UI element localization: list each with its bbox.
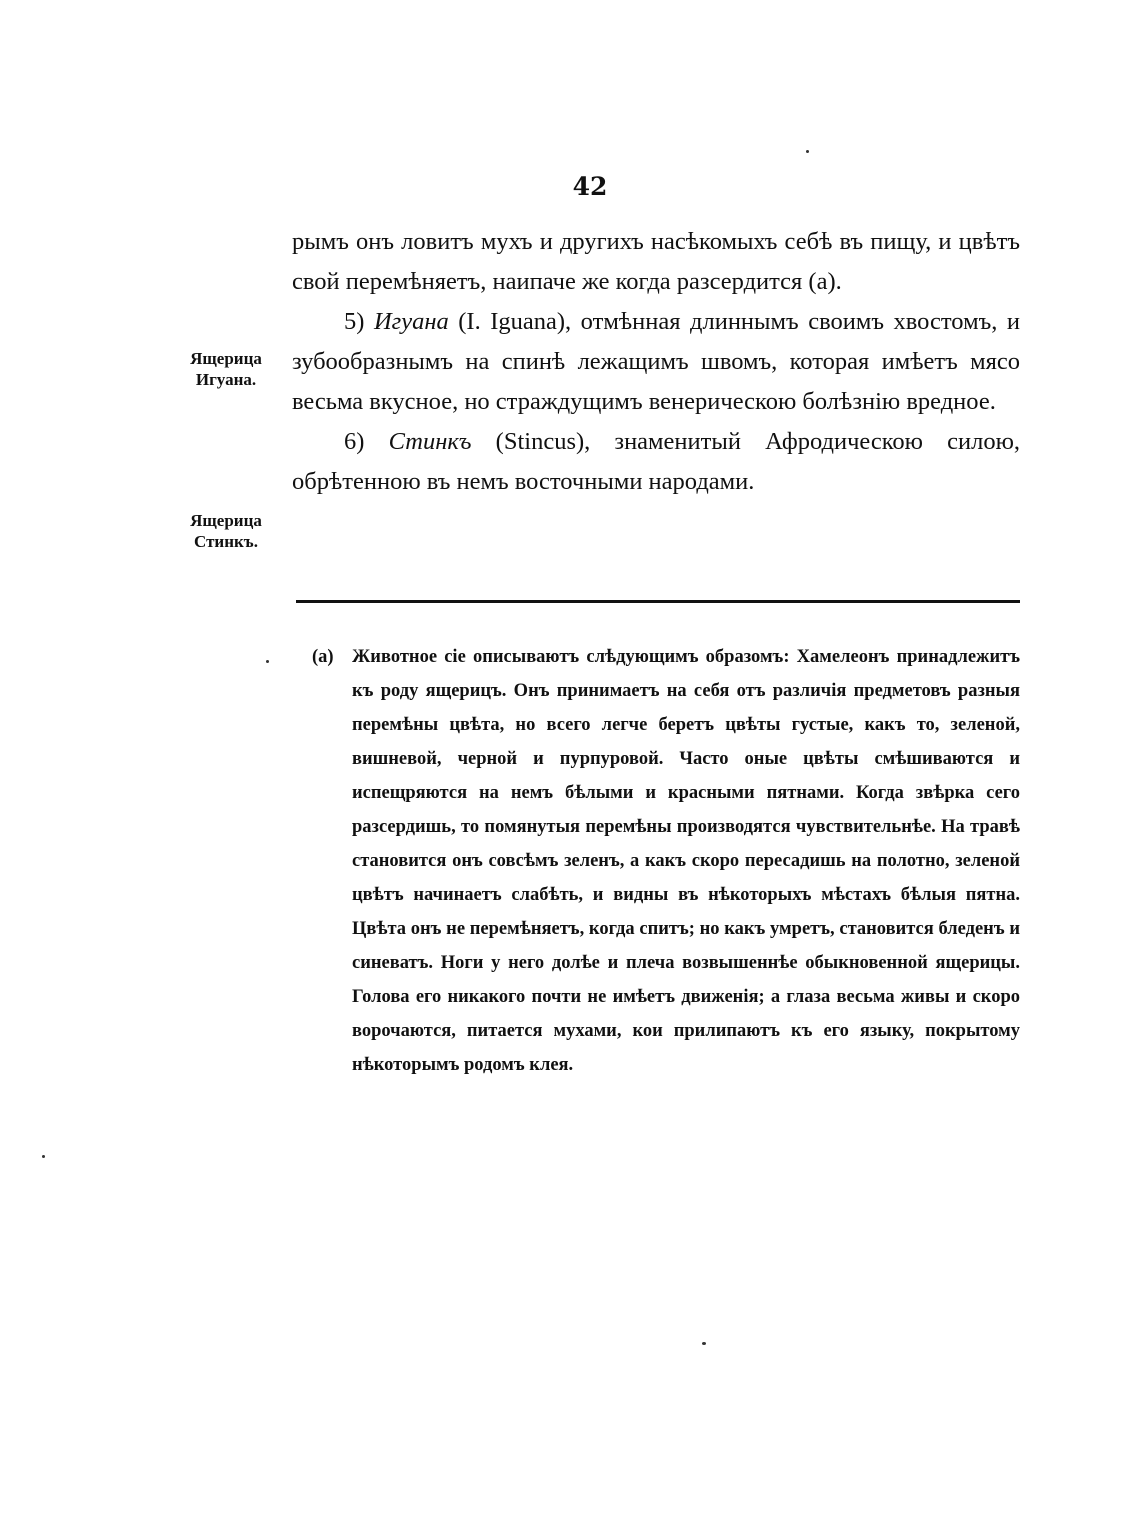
item-number: 5) bbox=[344, 308, 365, 335]
margin-note-stincus bbox=[170, 510, 282, 552]
paragraph-iguana bbox=[292, 302, 1020, 422]
paragraph-stincus bbox=[292, 422, 1020, 502]
paragraph-text: (I. Iguana), отмѣнная длиннымъ своимъ хвостомъ, и зубообразнымъ на спинѣ лежащимъ швомъ, которая имѣетъ мясо весьма вкусное, но страждущимъ венерическою болѣзнію вредное. bbox=[292, 308, 1021, 415]
margin-note-iguana bbox=[170, 348, 282, 390]
margin-note-line: Стинкъ. bbox=[194, 532, 258, 551]
footnote-marker: (a) bbox=[312, 647, 334, 667]
page-number: 42 bbox=[572, 172, 608, 201]
main-text bbox=[292, 222, 1020, 502]
print-speck bbox=[806, 150, 809, 153]
footnote-divider bbox=[296, 600, 1020, 603]
paragraph-continuation: рымъ онъ ловитъ мухъ и другихъ насѣкомыхъ себѣ въ пищу, и цвѣтъ свой перемѣняетъ, наипаче же когда разсердится (а). bbox=[292, 228, 1020, 295]
print-speck bbox=[266, 660, 269, 663]
footnote bbox=[312, 640, 1020, 1082]
margin-note-line: Ящерица bbox=[190, 511, 262, 530]
margin-note-line: Игуана. bbox=[195, 370, 257, 389]
paragraph-text: (Stincus), знаменитый Афродическою силою, обрѣтенною въ немъ восточными народами. bbox=[292, 428, 1020, 495]
margin-note-line: Ящерица bbox=[190, 349, 262, 368]
print-speck bbox=[702, 1342, 706, 1345]
print-speck bbox=[42, 1155, 45, 1158]
footnote-text: Животное сіе описываютъ слѣдующимъ образомъ: Хамелеонъ принадлежитъ къ роду ящерицъ. Онъ принимаетъ на себя отъ различія предметовъ разныя перемѣны цвѣта, но всего легче беретъ цвѣты густые, какъ то, зеленой, вишневой, черной и пурпуровой. Часто оные цвѣты смѣшиваются и испещряются на немъ бѣлыми и красными пятнами. Когда звѣрка сего разсердишь, то помянутыя перемѣны производятся чувствительнѣе. На травѣ становится онъ совсѣмъ зеленъ, а какъ скоро пересадишь на полотно, зеленой цвѣтъ начинаетъ слабѣть, и видны въ нѣкоторыхъ мѣстахъ бѣлыя пятна. Цвѣта онъ не перемѣняетъ, когда спитъ; но какъ умретъ, становится бледенъ и синеватъ. Ноги у него долѣе и плеча возвышеннѣе обыкновенной ящерицы. Голова его никакого почти не имѣетъ движенія; а глаза весьма живы и скоро ворочаются, питается мухами, кои прилипаютъ къ его языку, покрытому нѣкоторымъ родомъ клея. bbox=[352, 647, 1020, 1075]
item-number: 6) bbox=[344, 428, 365, 455]
species-name: Стинкъ bbox=[388, 428, 472, 455]
species-name: Игуана bbox=[373, 308, 449, 335]
